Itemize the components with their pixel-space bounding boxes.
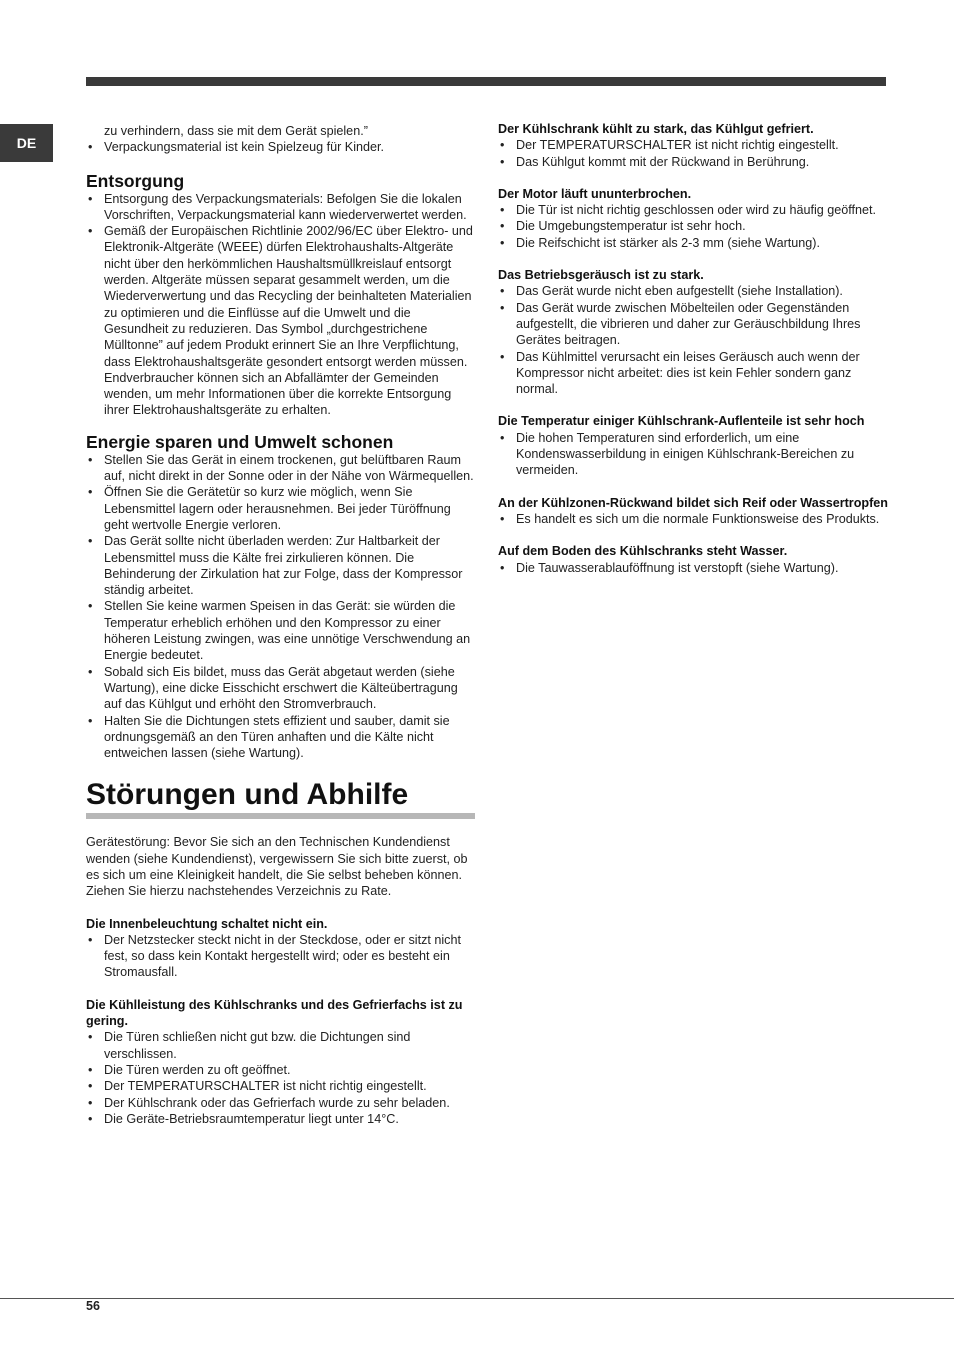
list-item: • Die Türen schließen nicht gut bzw. die Dichtungen sind verschlissen. — [86, 1029, 478, 1062]
entsorgung-list — [86, 191, 478, 419]
list-item: • Das Kühlgut kommt mit der Rückwand in Berührung. — [498, 154, 888, 170]
list-item: • Das Gerät sollte nicht überladen werden: Zur Haltbarkeit der Lebensmittel muss die Kälte frei zirkulieren können. Die Behinderung der Zirkulation hat zur Folge, dass der Kompressor ständig arbeitet. — [86, 533, 478, 598]
list-item: • Der Netzstecker steckt nicht in der Steckdose, oder er sitzt nicht fest, so dass kein Kontakt hergestellt wird; oder es besteht ein Stromausfall. — [86, 932, 478, 981]
list-item: • Das Kühlmittel verursacht ein leises Geräusch auch wenn der Kompressor nicht arbeitet: dies ist kein Fehler sondern ganz normal. — [498, 349, 888, 398]
list-item: • Gemäß der Europäischen Richtlinie 2002/96/EC über Elektro- und Elektronik-Altgeräte (WEEE) dürfen Elektrohaushalts-Altgeräte nicht über den herkömmlichen Haushaltsmüllkreislauf entsorgt werden. Altgeräte müssen separat gesammelt werden, um die Wiederverwertung und das Recycling der beinhalteten Materialien zu optimieren und die Einflüsse auf die Umwelt und die Gesundheit zu reduzieren. Das Symbol „durchgestrichene Mülltonne” auf jedem Produkt erinnert Sie an Ihre Verpflichtung, dass Elektrohaushaltsgeräte gesondert entsorgt werden müssen. Endverbraucher können sich an Abfallämter der Gemeinden wenden, um mehr Informationen über die korrekte Entsorgung ihrer Elektrohaushaltsgeräte zu erhalten. — [86, 223, 478, 419]
page-title-stoerungen: Störungen und Abhilfe — [86, 779, 475, 819]
problem-list — [86, 1029, 478, 1127]
footer-rule — [0, 1298, 954, 1299]
page-number: 56 — [86, 1299, 100, 1313]
list-item: • Das Gerät wurde zwischen Möbelteilen oder Gegenständen aufgestellt, die vibrieren und daher zur Geräuschbildung Ihres Gerätes beitragen. — [498, 300, 888, 349]
list-item: • Der TEMPERATURSCHALTER ist nicht richtig eingestellt. — [86, 1078, 478, 1094]
list-item: • Öffnen Sie die Gerätetür so kurz wie möglich, wenn Sie Lebensmittel lagern oder herausnehmen. Bei jeder Türöffnung geht wertvolle Energie verloren. — [86, 484, 478, 533]
list-item: • Die Tauwasserablauföffnung ist verstopft (siehe Wartung). — [498, 560, 888, 576]
list-item: • Der TEMPERATURSCHALTER ist nicht richtig eingestellt. — [498, 137, 888, 153]
problem-title: Der Motor läuft ununterbrochen. — [498, 186, 692, 201]
list-item: • Die Umgebungstemperatur ist sehr hoch. — [498, 218, 888, 234]
problem-list — [86, 932, 478, 981]
list-item: • Die Reifschicht ist stärker als 2-3 mm (siehe Wartung). — [498, 235, 888, 251]
continued-list — [86, 139, 478, 155]
problem-title: Die Innenbeleuchtung schaltet nicht ein. — [86, 916, 328, 931]
header-bar — [86, 77, 886, 86]
list-item: • Die hohen Temperaturen sind erforderlich, um eine Kondenswasserbildung in einigen Kühlschrank-Bereichen zu vermeiden. — [498, 430, 888, 479]
list-item: • Die Tür ist nicht richtig geschlossen oder wird zu häufig geöffnet. — [498, 202, 888, 218]
problem-list — [498, 511, 888, 527]
problem-title: Auf dem Boden des Kühlschranks steht Wasser. — [498, 544, 788, 559]
problem-list — [498, 137, 888, 170]
problem-list — [498, 560, 888, 576]
list-item: • Stellen Sie das Gerät in einem trockenen, gut belüftbaren Raum auf, nicht direkt in der Sonne oder in der Nähe von Wärmequellen. — [86, 452, 478, 485]
problem-title: Die Kühlleistung des Kühlschranks und des Gefrierfachs ist zu gering. — [86, 997, 463, 1029]
list-item: • Die Türen werden zu oft geöffnet. — [86, 1062, 478, 1078]
problem-list — [498, 202, 888, 251]
list-item: • Der Kühlschrank oder das Gefrierfach wurde zu sehr beladen. — [86, 1095, 478, 1111]
list-item: • Die Geräte-Betriebsraumtemperatur liegt unter 14°C. — [86, 1111, 478, 1127]
problem-title: Die Temperatur einiger Kühlschrank-Auflenteile ist sehr hoch — [498, 414, 865, 429]
problem-title: Der Kühlschrank kühlt zu stark, das Kühlgut gefriert. — [498, 122, 814, 136]
list-item: • Halten Sie die Dichtungen stets effizient und sauber, damit sie ordnungsgemäß an den Türen anhaften und die Kälte nicht entweichen lassen (siehe Wartung). — [86, 713, 478, 762]
list-item: • Sobald sich Eis bildet, muss das Gerät abgetaut werden (siehe Wartung), eine dicke Eisschicht erschwert die Kälteübertragung auf das Kühlgut und erhöht den Stromverbrauch. — [86, 664, 478, 713]
problem-list — [498, 430, 888, 479]
problem-title: An der Kühlzonen-Rückwand bildet sich Reif oder Wassertropfen — [498, 495, 888, 510]
continued-text: zu verhindern, dass sie mit dem Gerät spielen.” — [104, 124, 368, 138]
list-item: • Verpackungsmaterial ist kein Spielzeug für Kinder. — [86, 139, 478, 155]
right-column — [498, 121, 888, 576]
list-item: • Es handelt es sich um die normale Funktionsweise des Produkts. — [498, 511, 888, 527]
problem-title: Das Betriebsgeräusch ist zu stark. — [498, 268, 704, 283]
section-title-energie: Energie sparen und Umwelt schonen — [86, 431, 394, 452]
section-title-entsorgung: Entsorgung — [86, 170, 185, 191]
list-item: • Stellen Sie keine warmen Speisen in das Gerät: sie würden die Temperatur erheblich erhöhen und den Kompressor zu einer höheren Leistung zwingen, was eine unnötige Verschwendung an Energie bedeutet. — [86, 598, 478, 663]
stoerungen-intro: Gerätestörung: Bevor Sie sich an den Technischen Kundendienst wenden (siehe Kundendienst), vergewissern Sie sich bitte zuerst, ob es sich um eine Kleinigkeit handelt, die Sie selbst beheben können. Ziehen Sie hierzu nachstehendes Verzeichnis zu Rate. — [86, 835, 468, 899]
energie-list — [86, 452, 478, 762]
list-item: • Das Gerät wurde nicht eben aufgestellt (siehe Installation). — [498, 283, 888, 299]
left-column — [86, 123, 478, 1127]
problem-list — [498, 283, 888, 397]
language-tab: DE — [0, 124, 53, 162]
list-item: • Entsorgung des Verpackungsmaterials: Befolgen Sie die lokalen Vorschriften, Verpackungsmaterial kann wiederverwertet werden. — [86, 191, 478, 224]
